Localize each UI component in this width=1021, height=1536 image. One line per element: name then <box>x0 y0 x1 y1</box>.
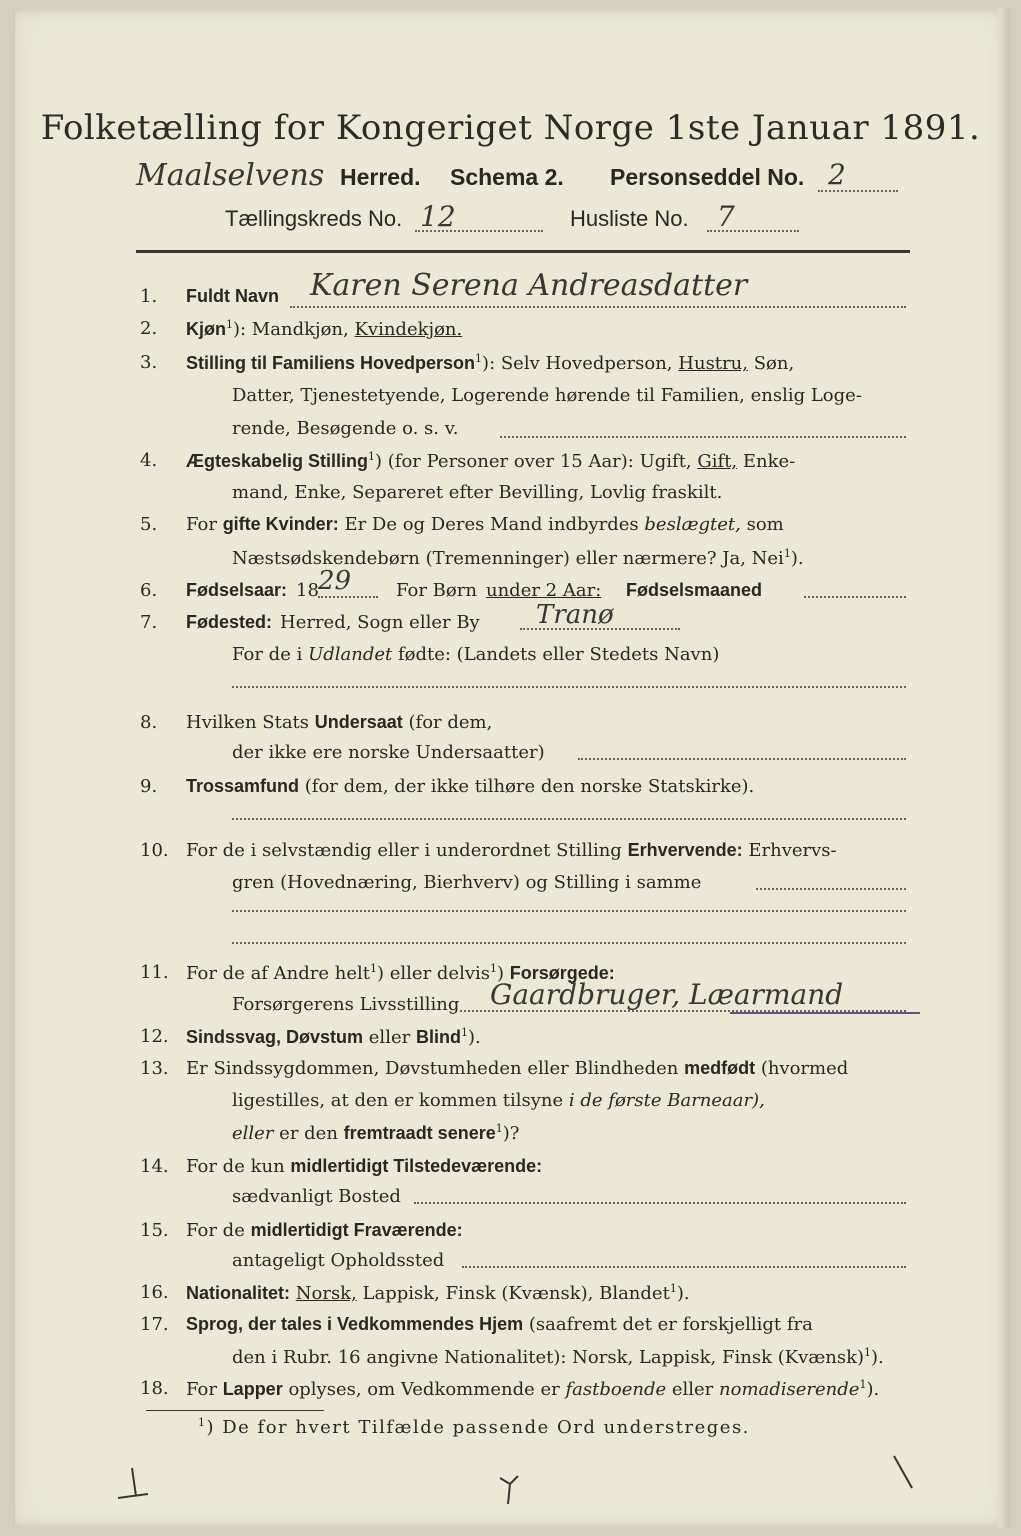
item-number: 4. <box>140 450 158 471</box>
footnote-ref: 1 <box>226 318 233 331</box>
item-text: er den <box>279 1123 338 1144</box>
item-label: Undersaat <box>314 712 403 732</box>
item-text: den i Rubr. 16 angivne Nationalitet): Norsk, Lappisk, Finsk (Kvænsk) <box>232 1347 865 1368</box>
item-label: Ægteskabelig Stilling <box>186 451 369 471</box>
footnote-divider <box>146 1410 324 1411</box>
item-text <box>186 776 754 797</box>
item-text <box>186 1156 542 1177</box>
item-number: 11. <box>140 962 169 983</box>
item-text <box>186 1058 848 1079</box>
personseddel-label: Personseddel No. <box>610 164 805 190</box>
footnote-ref: 1 <box>864 1346 872 1359</box>
full-name-handwritten: Karen Serena Andreasdatter <box>310 268 748 303</box>
item-number: 17. <box>140 1314 169 1335</box>
item-text-line2 <box>232 644 719 665</box>
item-text-line2: Datter, Tjenestetyende, Logerende hørende til Familien, enslig Loge- <box>232 385 862 406</box>
item-number: 15. <box>140 1220 169 1241</box>
item-dots <box>462 1266 906 1268</box>
item-label: Trossamfund <box>186 776 300 796</box>
item-label: fremtraadt senere <box>343 1123 496 1143</box>
item-text: ). <box>790 548 804 569</box>
husliste-dots <box>707 230 799 232</box>
item-text <box>186 840 837 861</box>
page-edge <box>998 8 1010 1528</box>
item-text: For de af Andre helt <box>186 963 371 984</box>
item-text: Næstsødskendebørn (Tremenninger) eller nærmere? Ja, Nei <box>232 548 784 569</box>
item-text: (for dem, <box>408 712 493 733</box>
item-text <box>186 1378 879 1400</box>
item-label: Fødested: <box>186 612 273 632</box>
item-text-line2 <box>232 1090 765 1111</box>
item-label: Lapper <box>222 1379 283 1399</box>
item-text: ) eller delvis <box>377 963 490 984</box>
selected-option: Gift, <box>697 451 738 472</box>
item-text: Hvilken Stats <box>186 712 310 733</box>
item-number: 10. <box>140 840 169 861</box>
form-title: Folketælling for Kongeriget Norge 1ste Januar 1891. <box>40 108 981 148</box>
header-divider <box>136 250 910 253</box>
item-text: For de kun <box>186 1156 285 1177</box>
herred-handwritten: Maalselvens <box>136 158 325 193</box>
item-text-line2: gren (Hovednæring, Bierhverv) og Stilling i samme <box>232 872 702 893</box>
item-text: oplyses, om Vedkommende er <box>288 1379 560 1400</box>
item-text: fødte: (Landets eller Stedets Navn) <box>397 644 720 665</box>
item-text: )? <box>502 1123 520 1144</box>
item-text: For de i <box>232 644 303 665</box>
item-text: For de <box>186 1220 245 1241</box>
item-label: Erhvervende: <box>627 840 743 860</box>
husliste-label: Husliste No. <box>570 206 689 231</box>
item-text: For de i selvstændig eller i underordnet Stilling <box>186 840 622 861</box>
item-text-italic: i de første Barneaar), <box>568 1090 765 1111</box>
footnote-ref: 1 <box>783 547 791 560</box>
item-number: 14. <box>140 1156 169 1177</box>
item-text: For Børn <box>396 580 477 601</box>
kreds-label: Tællingskreds No. <box>225 206 403 231</box>
item-label: Kjøn <box>186 319 226 339</box>
item-text: under 2 Aar: <box>486 580 602 601</box>
footnote-ref: 1 <box>475 352 483 365</box>
item-text-italic: nomadiserende <box>719 1379 860 1400</box>
item-text: Er De og Deres Mand indbyrdes <box>344 514 639 535</box>
item-text: For <box>186 514 217 535</box>
selected-option: Kvindekjøn. <box>354 319 463 340</box>
year-prefix: 18 <box>296 580 319 601</box>
selected-option: Hustru, <box>678 353 748 374</box>
item-number: 9. <box>140 776 158 797</box>
item-dots <box>232 818 906 820</box>
item-number: 3. <box>140 352 158 373</box>
header-line-kreds <box>225 202 845 238</box>
item-number: 18. <box>140 1378 169 1399</box>
item-text-line2: sædvanligt Bosted <box>232 1186 401 1207</box>
item-label: Fødselsaar: <box>186 580 288 600</box>
item-text: ) <box>497 963 505 984</box>
pencil-mark-left <box>100 1460 160 1510</box>
personseddel-handwritten: 2 <box>828 158 846 191</box>
herred-label: Herred. <box>340 164 421 190</box>
footnote-ref: 1 <box>460 1026 468 1039</box>
item-dots <box>578 758 906 760</box>
handwritten-underline <box>730 1012 920 1014</box>
item-label: midlertidigt Tilstedeværende: <box>290 1156 543 1176</box>
item-text: Herred, Sogn eller By <box>280 612 480 633</box>
item-label: gifte Kvinder: <box>222 514 339 534</box>
item-text: som <box>746 514 784 535</box>
item-number: 6. <box>140 580 158 601</box>
item-text <box>186 352 794 374</box>
item-dots <box>232 686 906 688</box>
year-dots <box>318 596 378 598</box>
item-text <box>186 1282 690 1304</box>
kreds-handwritten: 12 <box>420 200 456 233</box>
item-number: 12. <box>140 1026 169 1047</box>
footnote-ref: 1 <box>495 1122 503 1135</box>
item-number: 5. <box>140 514 158 535</box>
name-dots <box>290 306 906 308</box>
item-text-line2: mand, Enke, Separeret efter Bevilling, Lovlig fraskilt. <box>232 482 723 503</box>
schema-label: Schema 2. <box>450 164 564 190</box>
item-text: (hvormed <box>760 1058 849 1079</box>
footnote <box>198 1416 750 1438</box>
item-text: Erhvervs- <box>748 840 837 861</box>
footnote-ref: 1 <box>368 450 376 463</box>
item-text: Enke- <box>742 451 796 472</box>
footnote-text: ) De for hvert Tilfælde passende Ord understreges. <box>206 1417 750 1438</box>
husliste-handwritten: 7 <box>717 200 735 233</box>
item-text: ) (for Personer over 15 Aar): Ugift, <box>375 451 692 472</box>
item-text: Søn, <box>753 353 795 374</box>
item-text: For <box>186 1379 217 1400</box>
item-number: 8. <box>140 712 158 733</box>
footnote-ref: 1 <box>490 962 497 975</box>
item-label: Stilling til Familiens Hovedperson <box>186 353 476 373</box>
item-label: Sprog, der tales i Vedkommendes Hjem <box>186 1314 524 1334</box>
footnote-ref: 1 <box>370 962 378 975</box>
footnote-ref: 1 <box>859 1378 867 1391</box>
item-text: eller <box>368 1027 411 1048</box>
item-text: eller <box>671 1379 714 1400</box>
item-text: ligestilles, at den er kommen tilsyne <box>232 1090 564 1111</box>
item-text <box>186 1026 481 1048</box>
item-text-italic: Udlandet <box>308 644 393 665</box>
item-text: ): Selv Hovedperson, <box>482 353 673 374</box>
item-number: 1. <box>140 286 158 307</box>
item-dots <box>414 1202 906 1204</box>
item-text-line2 <box>232 1346 884 1368</box>
item-text <box>186 712 492 733</box>
item-number: 7. <box>140 612 158 633</box>
item-text: (saafremt det er forskjelligt fra <box>528 1314 813 1335</box>
birthplace-handwritten: Tranø <box>536 600 614 630</box>
item-label: Sindssvag, Døvstum <box>186 1027 364 1047</box>
pencil-mark-right <box>886 1448 926 1498</box>
footnote-marker: 1 <box>198 1416 207 1429</box>
item-number: 16. <box>140 1282 169 1303</box>
item-text: ). <box>866 1379 880 1400</box>
item-text-line3 <box>232 1122 519 1144</box>
item-number: 2. <box>140 318 158 339</box>
item-dots <box>500 436 906 438</box>
item-label: Nationalitet: <box>186 1283 291 1303</box>
pencil-mark-center <box>494 1470 524 1510</box>
item-text-line2: der ikke ere norske Undersaatter) <box>232 742 545 763</box>
birthplace-dots <box>520 628 680 630</box>
provider-occupation-handwritten: Gaardbruger, Læarmand <box>490 978 844 1011</box>
item-label: Forsørgede: <box>509 963 615 983</box>
item-label: medfødt <box>684 1058 756 1078</box>
item-dots <box>232 910 906 912</box>
item-label: Fødselsmaaned <box>626 580 763 600</box>
item-text <box>186 514 784 535</box>
item-dots <box>756 888 906 890</box>
item-label: Fuldt Navn <box>186 286 279 306</box>
item-text: ): Mandkjøn, <box>233 319 349 340</box>
item-text: ). <box>676 1283 690 1304</box>
selected-option: Norsk, <box>295 1283 357 1304</box>
item-text <box>186 1220 463 1241</box>
item-text <box>186 450 795 472</box>
item-text-line3: rende, Besøgende o. s. v. <box>232 418 459 439</box>
month-dots <box>804 596 906 598</box>
kreds-dots <box>415 230 543 232</box>
item-text <box>186 1314 813 1335</box>
item-text: Lappisk, Finsk (Kvænsk), Blandet <box>362 1283 670 1304</box>
item-text: Er Sindssygdommen, Døvstumheden eller Blindheden <box>186 1058 679 1079</box>
personseddel-dots <box>818 190 898 192</box>
header-line-herred <box>128 160 908 196</box>
item-text <box>186 318 462 340</box>
item-text: ). <box>871 1347 884 1368</box>
birth-year-handwritten: 29 <box>318 566 352 596</box>
item-text: (for dem, der ikke tilhøre den norske Statskirke). <box>304 776 755 797</box>
item-label: midlertidigt Fraværende: <box>250 1220 463 1240</box>
item-dots <box>232 942 906 944</box>
item-text-italic: beslægtet, <box>644 514 741 535</box>
item-text-line2: antageligt Opholdssted <box>232 1250 445 1271</box>
item-label: Blind <box>415 1027 461 1047</box>
item-text-italic: eller <box>232 1123 274 1144</box>
item-number: 13. <box>140 1058 169 1079</box>
footnote-ref: 1 <box>669 1282 677 1295</box>
item-text: ). <box>467 1027 481 1048</box>
item-text-line2: Forsørgerens Livsstilling <box>232 994 460 1015</box>
item-text-italic: fastboende <box>565 1379 667 1400</box>
